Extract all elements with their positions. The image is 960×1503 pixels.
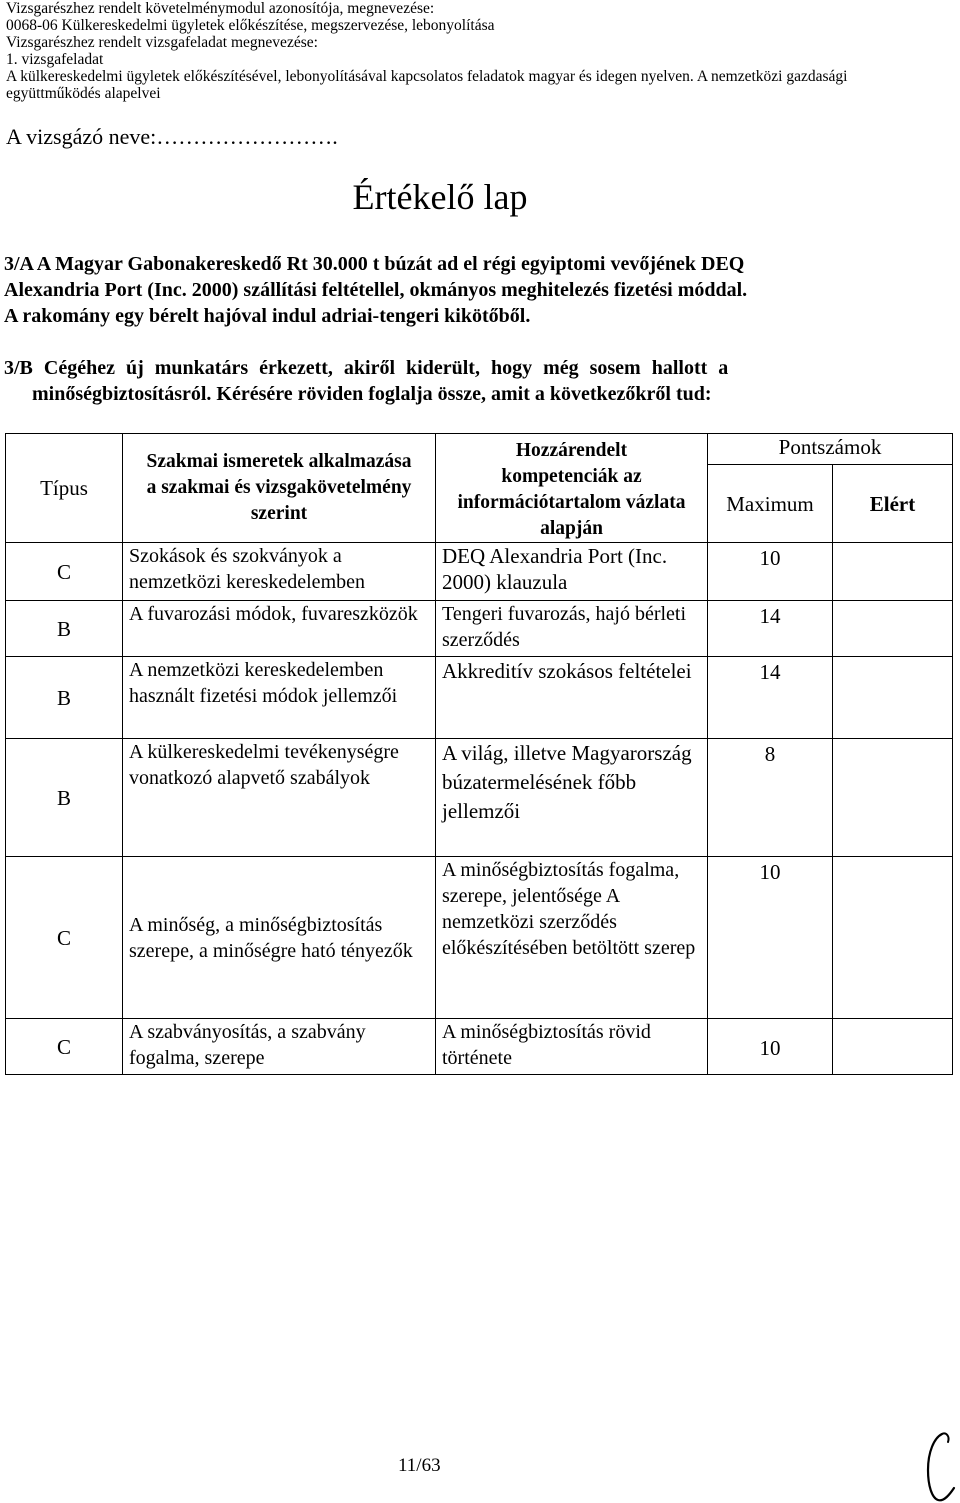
row-type: B [6,601,123,657]
table-row [6,739,953,857]
row-max-points: 14 [708,657,833,739]
task-b-line-1-text: 3/B Cégéhez új munkatárs érkezett, akiről kiderült, hogy még sosem hallott a [4,357,729,379]
page-title: Értékelő lap [352,177,528,217]
column-header-points: Pontszámok [708,434,953,465]
row-competence: Tengeri fuvarozás, hajó bérleti szerződés [436,601,708,657]
row-max-points: 10 [708,1019,833,1075]
task-b-line-2: minőségbiztosításról. Kérésére röviden foglalja össze, amit a következőkről tud: [32,383,712,405]
header-line-task-name-cont: együttműködés alapelvei [6,85,161,102]
row-content: A fuvarozási módok, fuvareszközök [123,601,436,657]
row-type: C [6,1019,123,1075]
row-max-points: 10 [708,543,833,601]
row-type: C [6,543,123,601]
row-achieved-points[interactable] [833,857,953,1019]
row-content: A minőség, a minőségbiztosítás szerepe, a minőségre ható tényezők [123,857,436,1019]
evaluation-table [5,433,953,1075]
header-line-task-name: A külkereskedelmi ügyletek előkészítésével, lebonyolításával kapcsolatos feladatok magyar és idegen nyelven. A nemzetközi gazdasági [6,68,848,85]
task-a-text [4,251,877,329]
row-content: A külkereskedelmi tevékenységre vonatkozó alapvető szabályok [123,739,436,857]
header-line-module-label: Vizsgarészhez rendelt követelménymodul azonosítója, megnevezése: [6,0,435,17]
column-header-max: Maximum [708,465,833,543]
header-line-task-number: 1. vizsgafeladat [6,51,104,68]
row-achieved-points[interactable] [833,657,953,739]
row-achieved-points[interactable] [833,739,953,857]
task-b-text [4,355,877,407]
table-row [6,857,953,1019]
column-header-achieved: Elért [833,465,953,543]
row-competence: A világ, illetve Magyarország búzatermelésének főbb jellemzői [436,739,708,857]
row-max-points: 8 [708,739,833,857]
task-a-line-3: A rakomány egy bérelt hajóval indul adriai-tengeri kikötőből. [4,305,531,327]
table-row [6,1019,953,1075]
table-row [6,657,953,739]
column-header-type: Típus [6,434,123,543]
row-type: B [6,739,123,857]
examinee-name-field: A vizsgázó neve:……………………. [6,124,338,149]
header-line-module-name: 0068-06 Külkereskedelmi ügyletek előkészítése, megszervezése, lebonyolítása [6,17,495,34]
row-max-points: 14 [708,601,833,657]
task-a-line-1: 3/A A Magyar Gabonakereskedő Rt 30.000 t búzát ad el régi egyiptomi vevőjének DEQ [4,253,745,275]
row-max-points: 10 [708,857,833,1019]
column-header-content: Szakmai ismeretek alkalmazása a szakmai és vizsgakövetelmény szerint [123,434,436,543]
task-b-line-1 [4,355,877,381]
row-competence: DEQ Alexandria Port (Inc. 2000) klauzula [436,543,708,601]
row-competence: Akkreditív szokásos feltételei [436,657,708,739]
table-header-row-1 [6,434,953,465]
table-row [6,601,953,657]
page-number: 11/63 [398,1455,441,1476]
handwritten-signature-icon [920,1430,960,1503]
row-content: A nemzetközi kereskedelemben használt fizetési módok jellemzői [123,657,436,739]
column-header-competence: Hozzárendelt kompetenciák az információtartalom vázlata alapján [436,434,708,543]
row-content: Szokások és szokványok a nemzetközi kereskedelemben [123,543,436,601]
task-a-line-2: Alexandria Port (Inc. 2000) szállítási feltétellel, okmányos meghitelezés fizetési móddal. [4,279,748,301]
row-competence: A minőségbiztosítás rövid története [436,1019,708,1075]
row-achieved-points[interactable] [833,543,953,601]
row-competence: A minőségbiztosítás fogalma, szerepe, jelentősége A nemzetközi szerződés előkészítésében betöltött szerep [436,857,708,1019]
row-content: A szabványosítás, a szabvány fogalma, szerepe [123,1019,436,1075]
row-type: C [6,857,123,1019]
row-achieved-points[interactable] [833,601,953,657]
row-type: B [6,657,123,739]
header-line-task-label: Vizsgarészhez rendelt vizsgafeladat megnevezése: [6,34,318,51]
table-row [6,543,953,601]
row-achieved-points[interactable] [833,1019,953,1075]
